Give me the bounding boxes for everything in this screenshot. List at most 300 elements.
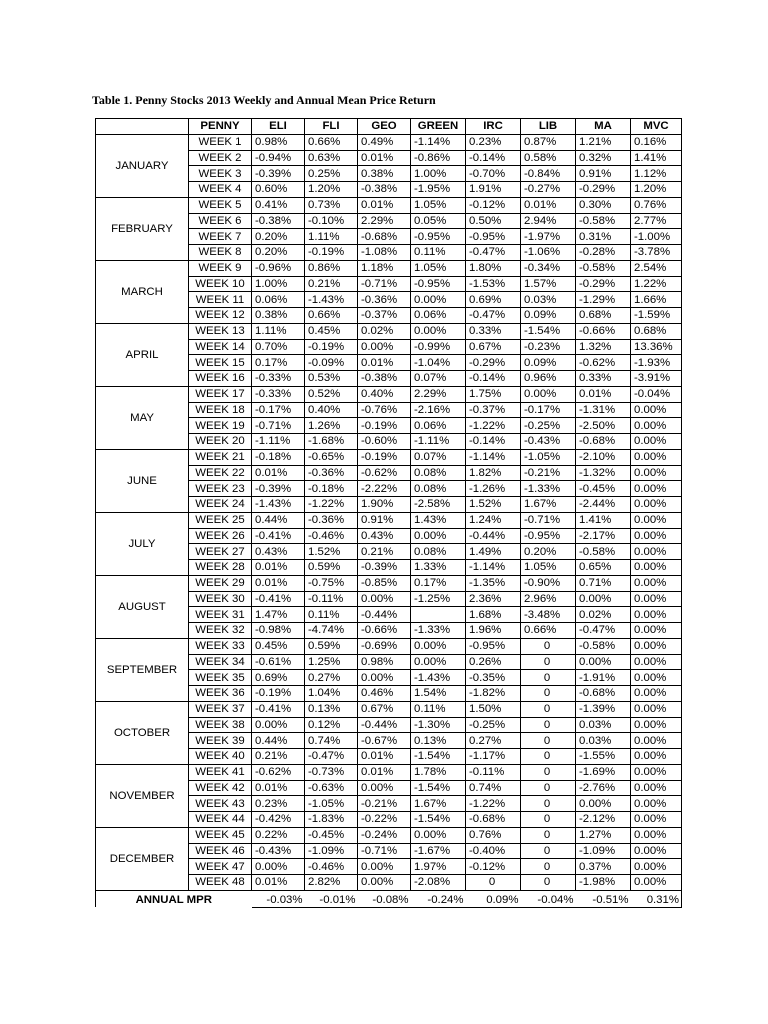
return-cell: 0.26% [466,654,521,670]
return-cell [411,607,466,623]
return-cell: 0 [521,764,576,780]
return-cell: 0.07% [411,449,466,465]
return-cell: 0.00% [631,638,682,654]
header-cell: IRC [466,119,521,135]
return-cell: 0.03% [576,733,631,749]
annual-value: 0.09% [466,890,521,907]
return-cell: -0.60% [358,434,411,450]
return-cell: -0.84% [521,166,576,182]
header-cell: MVC [631,119,682,135]
return-cell: 1.24% [466,512,521,528]
return-cell: 0.17% [252,355,305,371]
return-cell: 0.06% [411,418,466,434]
return-cell: -0.58% [576,260,631,276]
return-cell: -0.68% [576,434,631,450]
return-cell: 1.21% [576,134,631,150]
return-cell: -0.21% [521,465,576,481]
return-cell: 0 [521,843,576,859]
table-row [96,449,682,465]
return-cell: -0.28% [576,245,631,261]
return-cell: 0.91% [576,166,631,182]
return-cell: -0.96% [252,260,305,276]
return-cell: 0.49% [358,134,411,150]
return-cell: -0.14% [466,434,521,450]
return-cell: -1.26% [466,481,521,497]
return-cell: 0.00% [631,686,682,702]
return-cell: 0 [521,654,576,670]
return-cell: 0.01% [252,560,305,576]
return-cell: -2.16% [411,402,466,418]
return-cell: 0.11% [305,607,358,623]
return-cell: 0.66% [305,134,358,150]
return-cell: 0.00% [411,827,466,843]
return-cell: 0.11% [411,245,466,261]
return-cell: 2.29% [358,213,411,229]
table-body [96,134,682,890]
return-cell: 1.05% [411,260,466,276]
return-cell: -0.42% [252,812,305,828]
return-cell: -0.41% [252,591,305,607]
return-cell: -0.25% [521,418,576,434]
return-cell: 0.00% [631,449,682,465]
month-label: MAY [96,386,189,449]
return-cell: -0.58% [576,638,631,654]
return-cell: 0.22% [252,827,305,843]
return-cell: 0.00% [521,386,576,402]
header-cell: LIB [521,119,576,135]
return-cell: -2.10% [576,449,631,465]
return-cell: 1.33% [411,560,466,576]
return-cell: 0.43% [358,528,411,544]
annual-value: -0.51% [576,890,631,907]
return-cell: -0.47% [466,308,521,324]
return-cell: -2.58% [411,497,466,513]
return-cell: 1.11% [252,323,305,339]
week-label: WEEK 22 [189,465,252,481]
return-cell: 0.00% [631,528,682,544]
return-cell: 0.03% [521,292,576,308]
return-cell: -0.58% [576,213,631,229]
return-cell: -0.70% [466,166,521,182]
return-cell: 0.23% [466,134,521,150]
return-cell: 0.00% [631,434,682,450]
return-cell: -1.69% [576,764,631,780]
return-cell: 0.27% [466,733,521,749]
return-cell: -4.74% [305,623,358,639]
week-label: WEEK 9 [189,260,252,276]
return-cell: 1.47% [252,607,305,623]
return-cell: 0.00% [358,339,411,355]
return-cell: 0.08% [411,544,466,560]
return-cell: -1.43% [411,670,466,686]
week-label: WEEK 12 [189,308,252,324]
return-cell: -0.12% [466,197,521,213]
return-cell: 1.20% [305,182,358,198]
return-cell: 1.80% [466,260,521,276]
return-cell: -1.22% [466,418,521,434]
return-cell: -0.44% [466,528,521,544]
return-cell: 0.74% [466,780,521,796]
return-cell: 0.20% [521,544,576,560]
return-cell: 0.01% [521,197,576,213]
return-cell: -1.11% [411,434,466,450]
return-cell: 1.82% [466,465,521,481]
header-cell: GEO [358,119,411,135]
return-cell: -1.67% [411,843,466,859]
month-label: NOVEMBER [96,764,189,827]
return-cell: -0.38% [358,371,411,387]
return-cell: 13.36% [631,339,682,355]
return-cell: 0.17% [411,575,466,591]
return-cell: 0.52% [305,386,358,402]
return-cell: 0.13% [411,733,466,749]
return-cell: -0.36% [358,292,411,308]
return-cell: 0 [521,812,576,828]
return-cell: 0.33% [466,323,521,339]
return-cell: 1.32% [576,339,631,355]
return-cell: -0.68% [576,686,631,702]
return-cell: -1.05% [521,449,576,465]
return-cell: 0.03% [576,717,631,733]
return-cell: -0.14% [466,150,521,166]
return-cell: 1.43% [411,512,466,528]
return-cell: 0.59% [305,560,358,576]
return-cell: 0.00% [358,780,411,796]
return-cell: 1.66% [631,292,682,308]
return-cell: 0.60% [252,182,305,198]
return-cell: 1.00% [252,276,305,292]
return-cell: 0.00% [358,670,411,686]
week-label: WEEK 43 [189,796,252,812]
return-cell: 1.49% [466,544,521,560]
return-cell: -0.10% [305,213,358,229]
return-cell: -1.22% [305,497,358,513]
return-cell: 0.68% [576,308,631,324]
return-cell: 0 [521,638,576,654]
return-cell: -0.37% [358,308,411,324]
return-cell: -0.14% [466,371,521,387]
return-cell: -0.47% [305,749,358,765]
return-cell: 0.25% [305,166,358,182]
return-cell: -0.45% [576,481,631,497]
return-cell: 0.00% [576,796,631,812]
return-cell: -0.46% [305,859,358,875]
return-cell: 0.00% [358,591,411,607]
week-label: WEEK 18 [189,402,252,418]
return-cell: -0.40% [466,843,521,859]
week-label: WEEK 4 [189,182,252,198]
return-cell: 0.01% [252,780,305,796]
return-cell: -0.66% [576,323,631,339]
return-cell: -0.45% [305,827,358,843]
return-cell: -0.94% [252,150,305,166]
return-cell: -0.62% [252,764,305,780]
return-cell: 0.00% [631,717,682,733]
week-label: WEEK 42 [189,780,252,796]
return-cell: -0.22% [358,812,411,828]
return-cell: 0.00% [631,607,682,623]
return-cell: -0.33% [252,371,305,387]
return-cell: -1.43% [305,292,358,308]
return-cell: -1.54% [411,780,466,796]
return-cell: -1.17% [466,749,521,765]
return-cell: 0.58% [521,150,576,166]
return-cell: -0.65% [305,449,358,465]
month-label: JUNE [96,449,189,512]
table-row [96,638,682,654]
return-cell: -1.25% [411,591,466,607]
return-cell: -0.09% [305,355,358,371]
return-cell: -0.44% [358,607,411,623]
week-label: WEEK 33 [189,638,252,654]
return-cell: 0.98% [252,134,305,150]
return-cell: -0.43% [521,434,576,450]
week-label: WEEK 19 [189,418,252,434]
return-cell: 0 [521,717,576,733]
return-cell: 0.67% [466,339,521,355]
week-label: WEEK 27 [189,544,252,560]
return-cell: 0.06% [252,292,305,308]
return-cell: 0.01% [252,465,305,481]
return-cell: 0.09% [521,308,576,324]
week-label: WEEK 3 [189,166,252,182]
return-cell: -1.55% [576,749,631,765]
return-cell: -2.22% [358,481,411,497]
return-cell: 0 [521,796,576,812]
return-cell: 0.00% [576,654,631,670]
return-cell: -1.93% [631,355,682,371]
return-cell: 0.00% [411,292,466,308]
return-cell: -1.08% [358,245,411,261]
week-label: WEEK 45 [189,827,252,843]
return-cell: -0.39% [252,166,305,182]
return-cell: -2.08% [411,875,466,891]
return-cell: -2.76% [576,780,631,796]
week-label: WEEK 44 [189,812,252,828]
return-cell: 0.40% [305,402,358,418]
return-cell: -0.24% [358,827,411,843]
return-cell: -0.38% [358,182,411,198]
return-cell: -1.14% [466,449,521,465]
return-cell: 0.50% [466,213,521,229]
return-cell: 0.13% [305,701,358,717]
return-cell: -0.27% [521,182,576,198]
return-cell: -1.33% [411,623,466,639]
return-cell: 0.16% [631,134,682,150]
header-cell: PENNY [189,119,252,135]
week-label: WEEK 1 [189,134,252,150]
table-row [96,134,682,150]
return-cell: 0.00% [631,465,682,481]
return-cell: 0.37% [576,859,631,875]
return-cell: -1.54% [411,749,466,765]
return-cell: -3.91% [631,371,682,387]
return-cell: 0.73% [305,197,358,213]
return-cell: -0.29% [576,276,631,292]
week-label: WEEK 35 [189,670,252,686]
return-cell: -0.23% [521,339,576,355]
return-cell: -1.95% [411,182,466,198]
return-cell: 1.41% [576,512,631,528]
return-cell: -0.47% [466,245,521,261]
return-cell: 2.77% [631,213,682,229]
return-cell: -1.43% [252,497,305,513]
return-cell: -2.12% [576,812,631,828]
return-cell: 0.71% [576,575,631,591]
return-cell: -0.62% [576,355,631,371]
return-cell: -1.05% [305,796,358,812]
week-label: WEEK 8 [189,245,252,261]
return-cell: 0 [521,859,576,875]
return-cell: 0.09% [521,355,576,371]
return-cell: 2.54% [631,260,682,276]
return-cell: -1.68% [305,434,358,450]
month-label: OCTOBER [96,701,189,764]
return-cell: 1.52% [305,544,358,560]
return-cell: -0.12% [466,859,521,875]
return-cell: -0.19% [358,449,411,465]
return-cell: 1.05% [521,560,576,576]
return-cell: -0.19% [305,245,358,261]
return-cell: 1.05% [411,197,466,213]
table-row [96,260,682,276]
return-cell: 0.02% [358,323,411,339]
return-cell: 0.96% [521,371,576,387]
return-cell: 0.00% [631,827,682,843]
return-cell: -1.39% [576,701,631,717]
return-cell: 0.00% [631,418,682,434]
return-cell: 0.00% [631,749,682,765]
return-cell: -0.75% [305,575,358,591]
return-cell: -0.25% [466,717,521,733]
return-cell: 1.67% [521,497,576,513]
return-cell: 1.00% [411,166,466,182]
return-cell: 0.05% [411,213,466,229]
return-cell: -0.68% [466,812,521,828]
return-cell: -0.29% [466,355,521,371]
return-cell: -0.18% [252,449,305,465]
return-cell: 0.76% [466,827,521,843]
return-cell: 1.25% [305,654,358,670]
week-label: WEEK 15 [189,355,252,371]
return-cell: 0.69% [466,292,521,308]
return-cell: 0.01% [358,764,411,780]
return-cell: -0.18% [305,481,358,497]
return-cell: 0.87% [521,134,576,150]
return-cell: -1.98% [576,875,631,891]
return-cell: 0.32% [576,150,631,166]
week-label: WEEK 16 [189,371,252,387]
return-cell: 0.31% [576,229,631,245]
table-row [96,575,682,591]
month-label: FEBRUARY [96,197,189,260]
month-label: SEPTEMBER [96,638,189,701]
return-cell: -0.62% [358,465,411,481]
header-row [96,119,682,135]
week-label: WEEK 17 [189,386,252,402]
return-cell: -0.37% [466,402,521,418]
return-cell: -0.35% [466,670,521,686]
table-row [96,512,682,528]
return-cell: 0.69% [252,670,305,686]
return-cell: 0 [521,875,576,891]
return-cell: 2.96% [521,591,576,607]
week-label: WEEK 48 [189,875,252,891]
week-label: WEEK 30 [189,591,252,607]
week-label: WEEK 2 [189,150,252,166]
annual-value: -0.01% [305,890,358,907]
return-cell: 0.45% [252,638,305,654]
return-cell: 1.26% [305,418,358,434]
week-label: WEEK 7 [189,229,252,245]
return-cell: 0.07% [411,371,466,387]
return-cell: -1.82% [466,686,521,702]
return-cell: 2.29% [411,386,466,402]
return-cell: 0.00% [631,654,682,670]
return-cell: -0.71% [252,418,305,434]
return-cell: -1.97% [521,229,576,245]
return-cell: -0.86% [411,150,466,166]
return-cell: -0.95% [411,276,466,292]
week-label: WEEK 32 [189,623,252,639]
return-cell: 0.20% [252,229,305,245]
return-cell: 0.00% [631,875,682,891]
return-cell: 0.68% [631,323,682,339]
return-cell: 0.33% [576,371,631,387]
month-label: JANUARY [96,134,189,197]
week-label: WEEK 14 [189,339,252,355]
return-cell: 0 [521,670,576,686]
return-cell: -1.33% [521,481,576,497]
return-cell: 0.00% [411,528,466,544]
return-cell: 0.00% [631,512,682,528]
return-cell: 0.91% [358,512,411,528]
return-cell: -3.48% [521,607,576,623]
return-cell: -0.95% [521,528,576,544]
return-cell: 0.76% [631,197,682,213]
return-cell: 0.21% [305,276,358,292]
return-cell: 0.43% [252,544,305,560]
return-cell: -0.19% [252,686,305,702]
return-cell: 0.46% [358,686,411,702]
header-cell: MA [576,119,631,135]
week-label: WEEK 36 [189,686,252,702]
return-cell: 2.36% [466,591,521,607]
week-label: WEEK 13 [189,323,252,339]
return-cell: -0.71% [521,512,576,528]
week-label: WEEK 6 [189,213,252,229]
return-cell: 1.67% [411,796,466,812]
return-cell: -1.59% [631,308,682,324]
return-cell: -0.44% [358,717,411,733]
return-cell: 0.00% [631,780,682,796]
return-cell: 0.00% [631,812,682,828]
return-cell: 0.67% [358,701,411,717]
week-label: WEEK 23 [189,481,252,497]
annual-value: 0.31% [631,890,682,907]
table-row [96,701,682,717]
return-cell: 0.00% [631,733,682,749]
return-cell: -2.50% [576,418,631,434]
return-cell: -0.76% [358,402,411,418]
week-label: WEEK 31 [189,607,252,623]
return-cell: 1.50% [466,701,521,717]
return-cell: 0.66% [305,308,358,324]
return-cell: -0.04% [631,386,682,402]
return-cell: 0.86% [305,260,358,276]
return-cell: 0.08% [411,465,466,481]
header-cell: ELI [252,119,305,135]
